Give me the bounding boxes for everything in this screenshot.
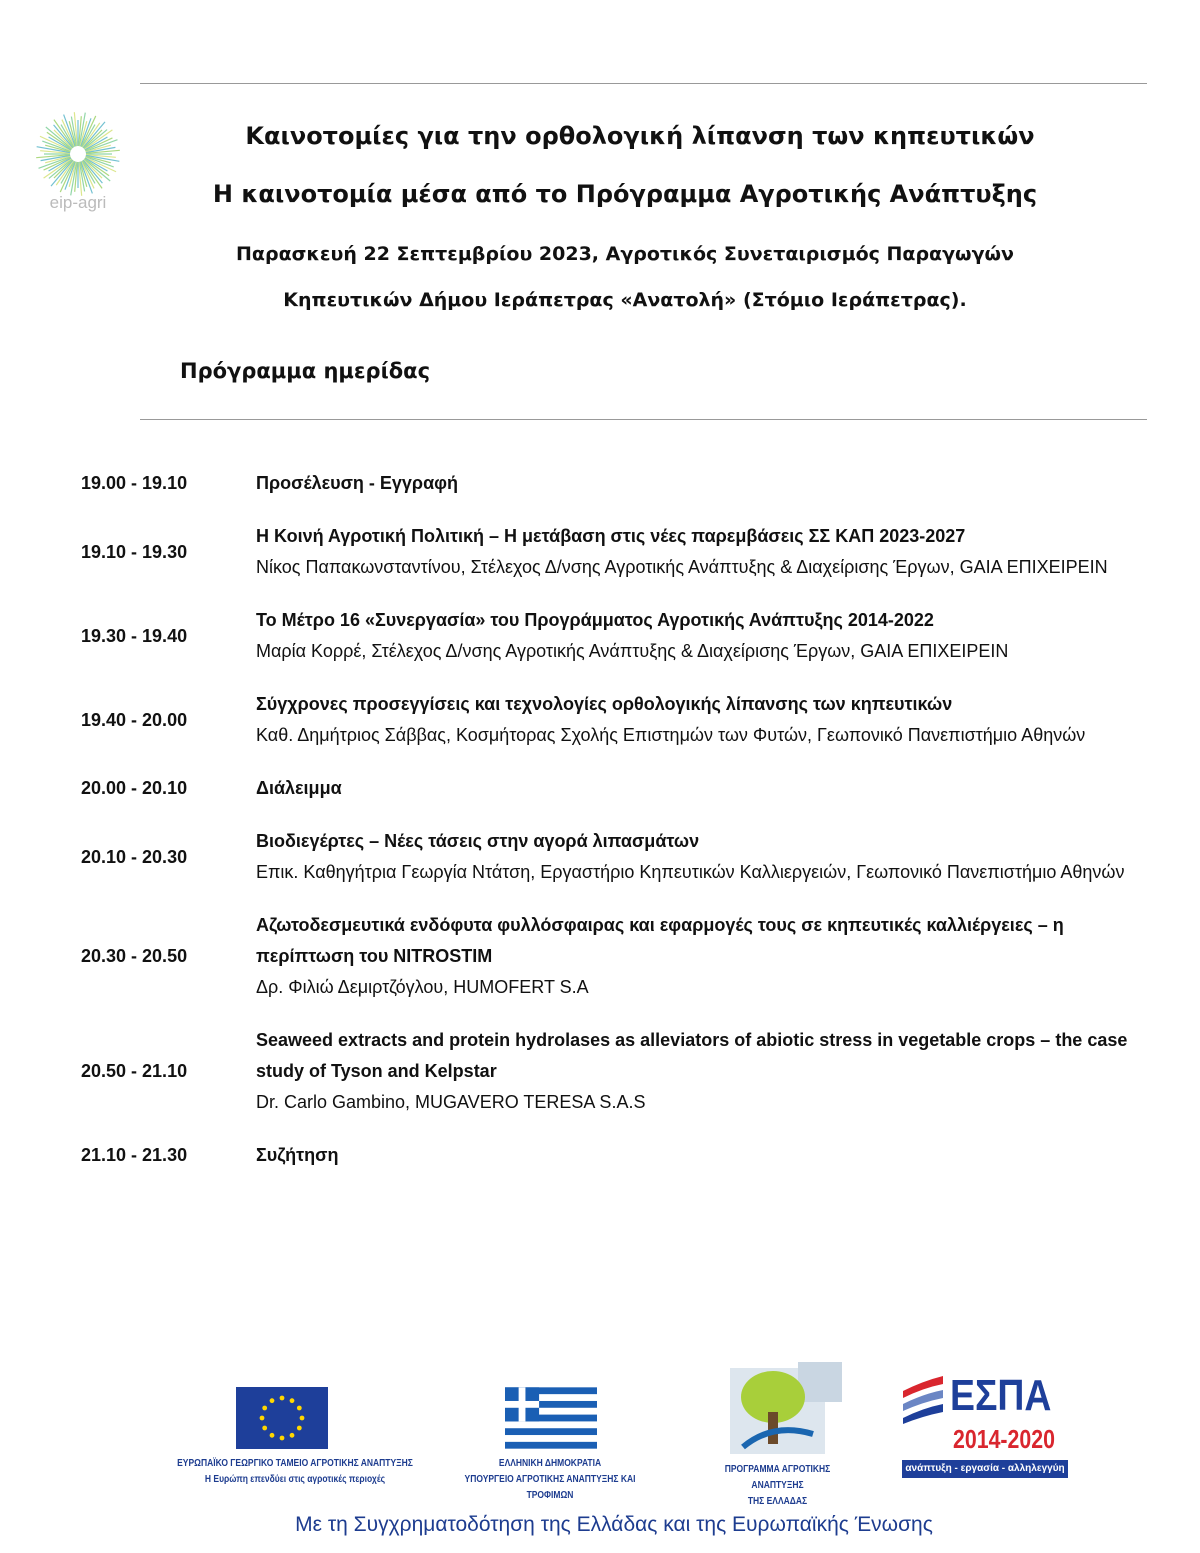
session-title: Seaweed extracts and protein hydrolases as alleviators of abiotic stress in vegetable crops – the case study of Tyson and Kelpstar	[256, 1030, 1128, 1081]
eu-fund-label: ΕΥΡΩΠΑΪΚΟ ΓΕΩΡΓΙΚΟ ΤΑΜΕΙΟ ΑΓΡΟΤΙΚΗΣ ΑΝΑΠΤΥΞΗΣ	[177, 1458, 413, 1469]
espa-logo	[898, 1372, 1070, 1484]
cofunding-statement: Με τη Συγχρηματοδότηση της Ελλάδας και της Ευρωπαϊκής Ένωσης	[295, 1513, 933, 1536]
espa-tagline: ανάπτυξη - εργασία - αλληλεγγύη	[902, 1460, 1068, 1478]
session-title: Αζωτοδεσμευτικά ενδόφυτα φυλλόσφαιρας και εφαρμογές τους σε κηπευτικές καλλιέργειες – η περίπτωση του NITROSTIM	[256, 915, 1064, 966]
schedule-row	[81, 1140, 1141, 1171]
session-time: 20.30 - 20.50	[81, 946, 188, 966]
session-title: Προσέλευση - Εγγραφή	[256, 473, 458, 493]
session-details	[256, 689, 1085, 751]
session-details	[256, 1140, 338, 1171]
session-speaker: Μαρία Κορρέ, Στέλεχος Δ/νσης Αγροτικής Ανάπτυξης & Διαχείρισης Έργων, GAIA ΕΠΙΧΕΙΡΕΙΝ	[256, 641, 1009, 661]
schedule-row	[81, 605, 1141, 667]
session-details	[256, 826, 1124, 888]
hellenic-republic-label: ΕΛΛΗΝΙΚΗ ΔΗΜΟΚΡΑΤΙΑ	[498, 1458, 602, 1469]
schedule-row	[81, 910, 1141, 1003]
session-details	[256, 521, 1108, 583]
title-line-1: Καινοτομίες για την ορθολογική λίπανση των κηπευτικών	[245, 122, 1035, 150]
session-speaker: Δρ. Φιλιώ Δεμιρτζόγλου, HUMOFERT S.A	[256, 977, 589, 997]
schedule-row	[81, 826, 1141, 888]
eu-fund-slogan: Η Ευρώπη επενδύει στις αγροτικές περιοχές	[204, 1474, 386, 1485]
event-info-line-2: Κηπευτικών Δήμου Ιεράπετρας «Ανατολή» (Στόμιο Ιεράπετρας).	[283, 289, 967, 311]
session-details	[256, 773, 342, 804]
schedule-row	[81, 521, 1141, 583]
session-details	[256, 1025, 1141, 1118]
session-time: 19.10 - 19.30	[81, 541, 188, 562]
session-time: 21.10 - 21.30	[81, 1145, 188, 1165]
session-speaker: Dr. Carlo Gambino, MUGAVERO TERESA S.A.S	[256, 1092, 646, 1112]
footer-logos	[0, 1362, 1200, 1552]
rdp-label: ΠΡΟΓΡΑΜΜΑ ΑΓΡΟΤΙΚΗΣ ΑΝΑΠΤΥΞΗΣ	[724, 1464, 831, 1491]
session-speaker: Επικ. Καθηγήτρια Γεωργία Ντάτση, Εργαστήριο Κηπευτικών Καλλιεργειών, Γεωπονικό Πανεπιστήμιο Αθηνών	[256, 862, 1125, 882]
session-details	[256, 605, 1008, 667]
session-title: Η Κοινή Αγροτική Πολιτική – Η μετάβαση στις νέες παρεμβάσεις ΣΣ ΚΑΠ 2023-2027	[256, 526, 966, 546]
ministry-label: ΥΠΟΥΡΓΕΙΟ ΑΓΡΟΤΙΚΗΣ ΑΝΑΠΤΥΞΗΣ ΚΑΙ ΤΡΟΦΙΜΩΝ	[464, 1474, 636, 1501]
session-time: 19.40 - 20.00	[81, 709, 188, 730]
session-title: Σύγχρονες προσεγγίσεις και τεχνολογίες ορθολογικής λίπανσης των κηπευτικών	[256, 694, 953, 714]
title-line-2: Η καινοτομία μέσα από το Πρόγραμμα Αγροτικής Ανάπτυξης	[212, 180, 1038, 208]
session-title: Βιοδιεγέρτες – Νέες τάσεις στην αγορά λιπασμάτων	[256, 831, 700, 851]
espa-years: 2014-2020	[953, 1424, 1055, 1454]
session-title: Το Μέτρο 16 «Συνεργασία» του Προγράμματος Αγροτικής Ανάπτυξης 2014-2022	[256, 610, 934, 630]
session-time: 19.30 - 19.40	[81, 625, 188, 646]
svg-text:eip-agri: eip-agri	[49, 193, 107, 212]
greek-flag-icon	[505, 1387, 597, 1449]
schedule-row	[81, 1025, 1141, 1118]
session-time: 20.50 - 21.10	[81, 1061, 188, 1081]
program-heading: Πρόγραμμα ημερίδας	[180, 359, 431, 383]
schedule-row	[81, 468, 1141, 499]
schedule-row	[81, 689, 1141, 751]
top-divider	[140, 83, 1147, 84]
schedule-row	[81, 773, 1141, 804]
session-time: 19.00 - 19.10	[81, 473, 188, 493]
session-time: 20.00 - 20.10	[81, 778, 188, 798]
session-details	[256, 468, 458, 499]
header-divider	[140, 419, 1147, 420]
espa-title: ΕΣΠΑ	[950, 1371, 1052, 1420]
session-title: Διάλειμμα	[256, 778, 342, 798]
session-title: Συζήτηση	[256, 1145, 339, 1165]
session-speaker: Νίκος Παπακωνσταντίνου, Στέλεχος Δ/νσης Αγροτικής Ανάπτυξης & Διαχείρισης Έργων, GAIA ΕΠΙΧΕΙΡΕΙΝ	[256, 557, 1108, 577]
rural-development-tree-icon	[728, 1362, 843, 1457]
eu-flag-icon	[236, 1387, 328, 1449]
event-info-line-1: Παρασκευή 22 Σεπτεμβρίου 2023, Αγροτικός Συνεταιρισμός Παραγωγών	[236, 243, 1014, 265]
session-speaker: Καθ. Δημήτριος Σάββας, Κοσμήτορας Σχολής Επιστημών των Φυτών, Γεωπονικό Πανεπιστήμιο Αθηνών	[256, 725, 1086, 745]
session-details	[256, 910, 1141, 1003]
rdp-label-2: ΤΗΣ ΕΛΛΑΔΑΣ	[747, 1496, 808, 1507]
session-time: 20.10 - 20.30	[81, 846, 188, 867]
schedule	[81, 468, 1141, 1193]
